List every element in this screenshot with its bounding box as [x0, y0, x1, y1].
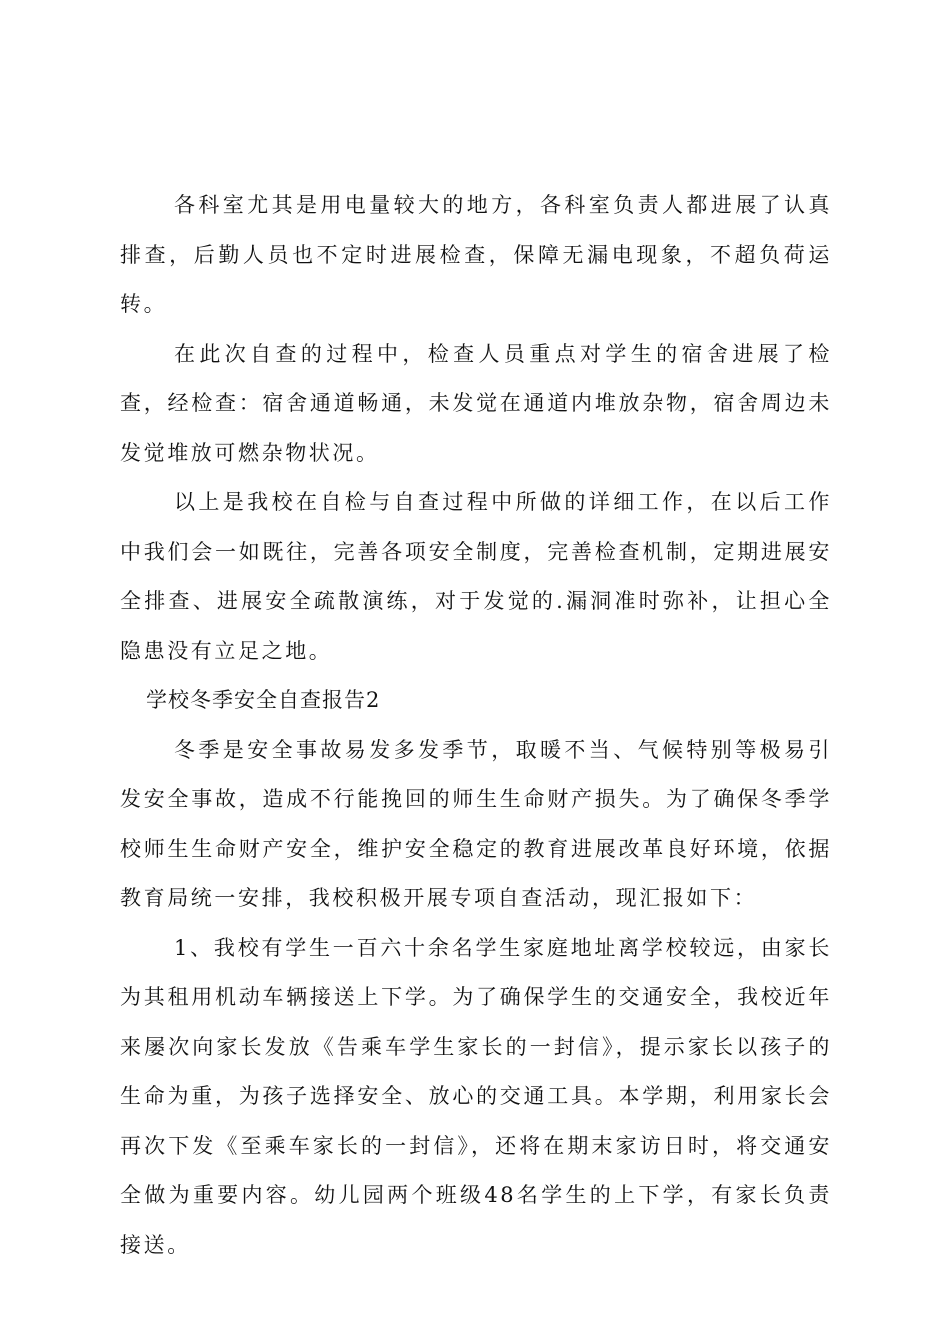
document-body: [120, 181, 832, 1270]
paragraph-summary: 以上是我校在自检与自查过程中所做的详细工作，在以后工作中我们会一如既往，完善各项安全制度，完善检查机制，定期进展安全排查、进展安全疏散演练，对于发觉的.漏洞准时弥补，让担心全隐患没有立足之地。: [120, 490, 832, 663]
section-heading: 学校冬季安全自查报告2: [146, 688, 381, 712]
paragraph-power-inspection: 各科室尤其是用电量较大的地方，各科室负责人都进展了认真排查，后勤人员也不定时进展检查，保障无漏电现象，不超负荷运转。: [120, 193, 832, 316]
paragraph-dormitory-inspection: 在此次自查的过程中，检查人员重点对学生的宿舍进展了检查，经检查：宿舍通道畅通，未发觉在通道内堆放杂物，宿舍周边未发觉堆放可燃杂物状况。: [120, 341, 832, 465]
paragraph-winter-intro: 冬季是安全事故易发多发季节，取暖不当、气候特别等极易引发安全事故，造成不行能挽回的师生生命财产损失。为了确保冬季学校师生生命财产安全，维护安全稳定的教育进展改革良好环境，依据教育局统一安排，我校积极开展专项自查活动，现汇报如下：: [120, 737, 832, 910]
paragraph-traffic-safety: 1、我校有学生一百六十余名学生家庭地址离学校较远，由家长为其租用机动车辆接送上下学。为了确保学生的交通安全，我校近年来屡次向家长发放《告乘车学生家长的一封信》，提示家长以孩子的生命为重，为孩子选择安全、放心的交通工具。本学期，利用家长会再次下发《至乘车家长的一封信》，还将在期末家访日时，将交通安全做为重要内容。幼儿园两个班级48名学生的上下学，有家长负责接送。: [120, 935, 832, 1257]
